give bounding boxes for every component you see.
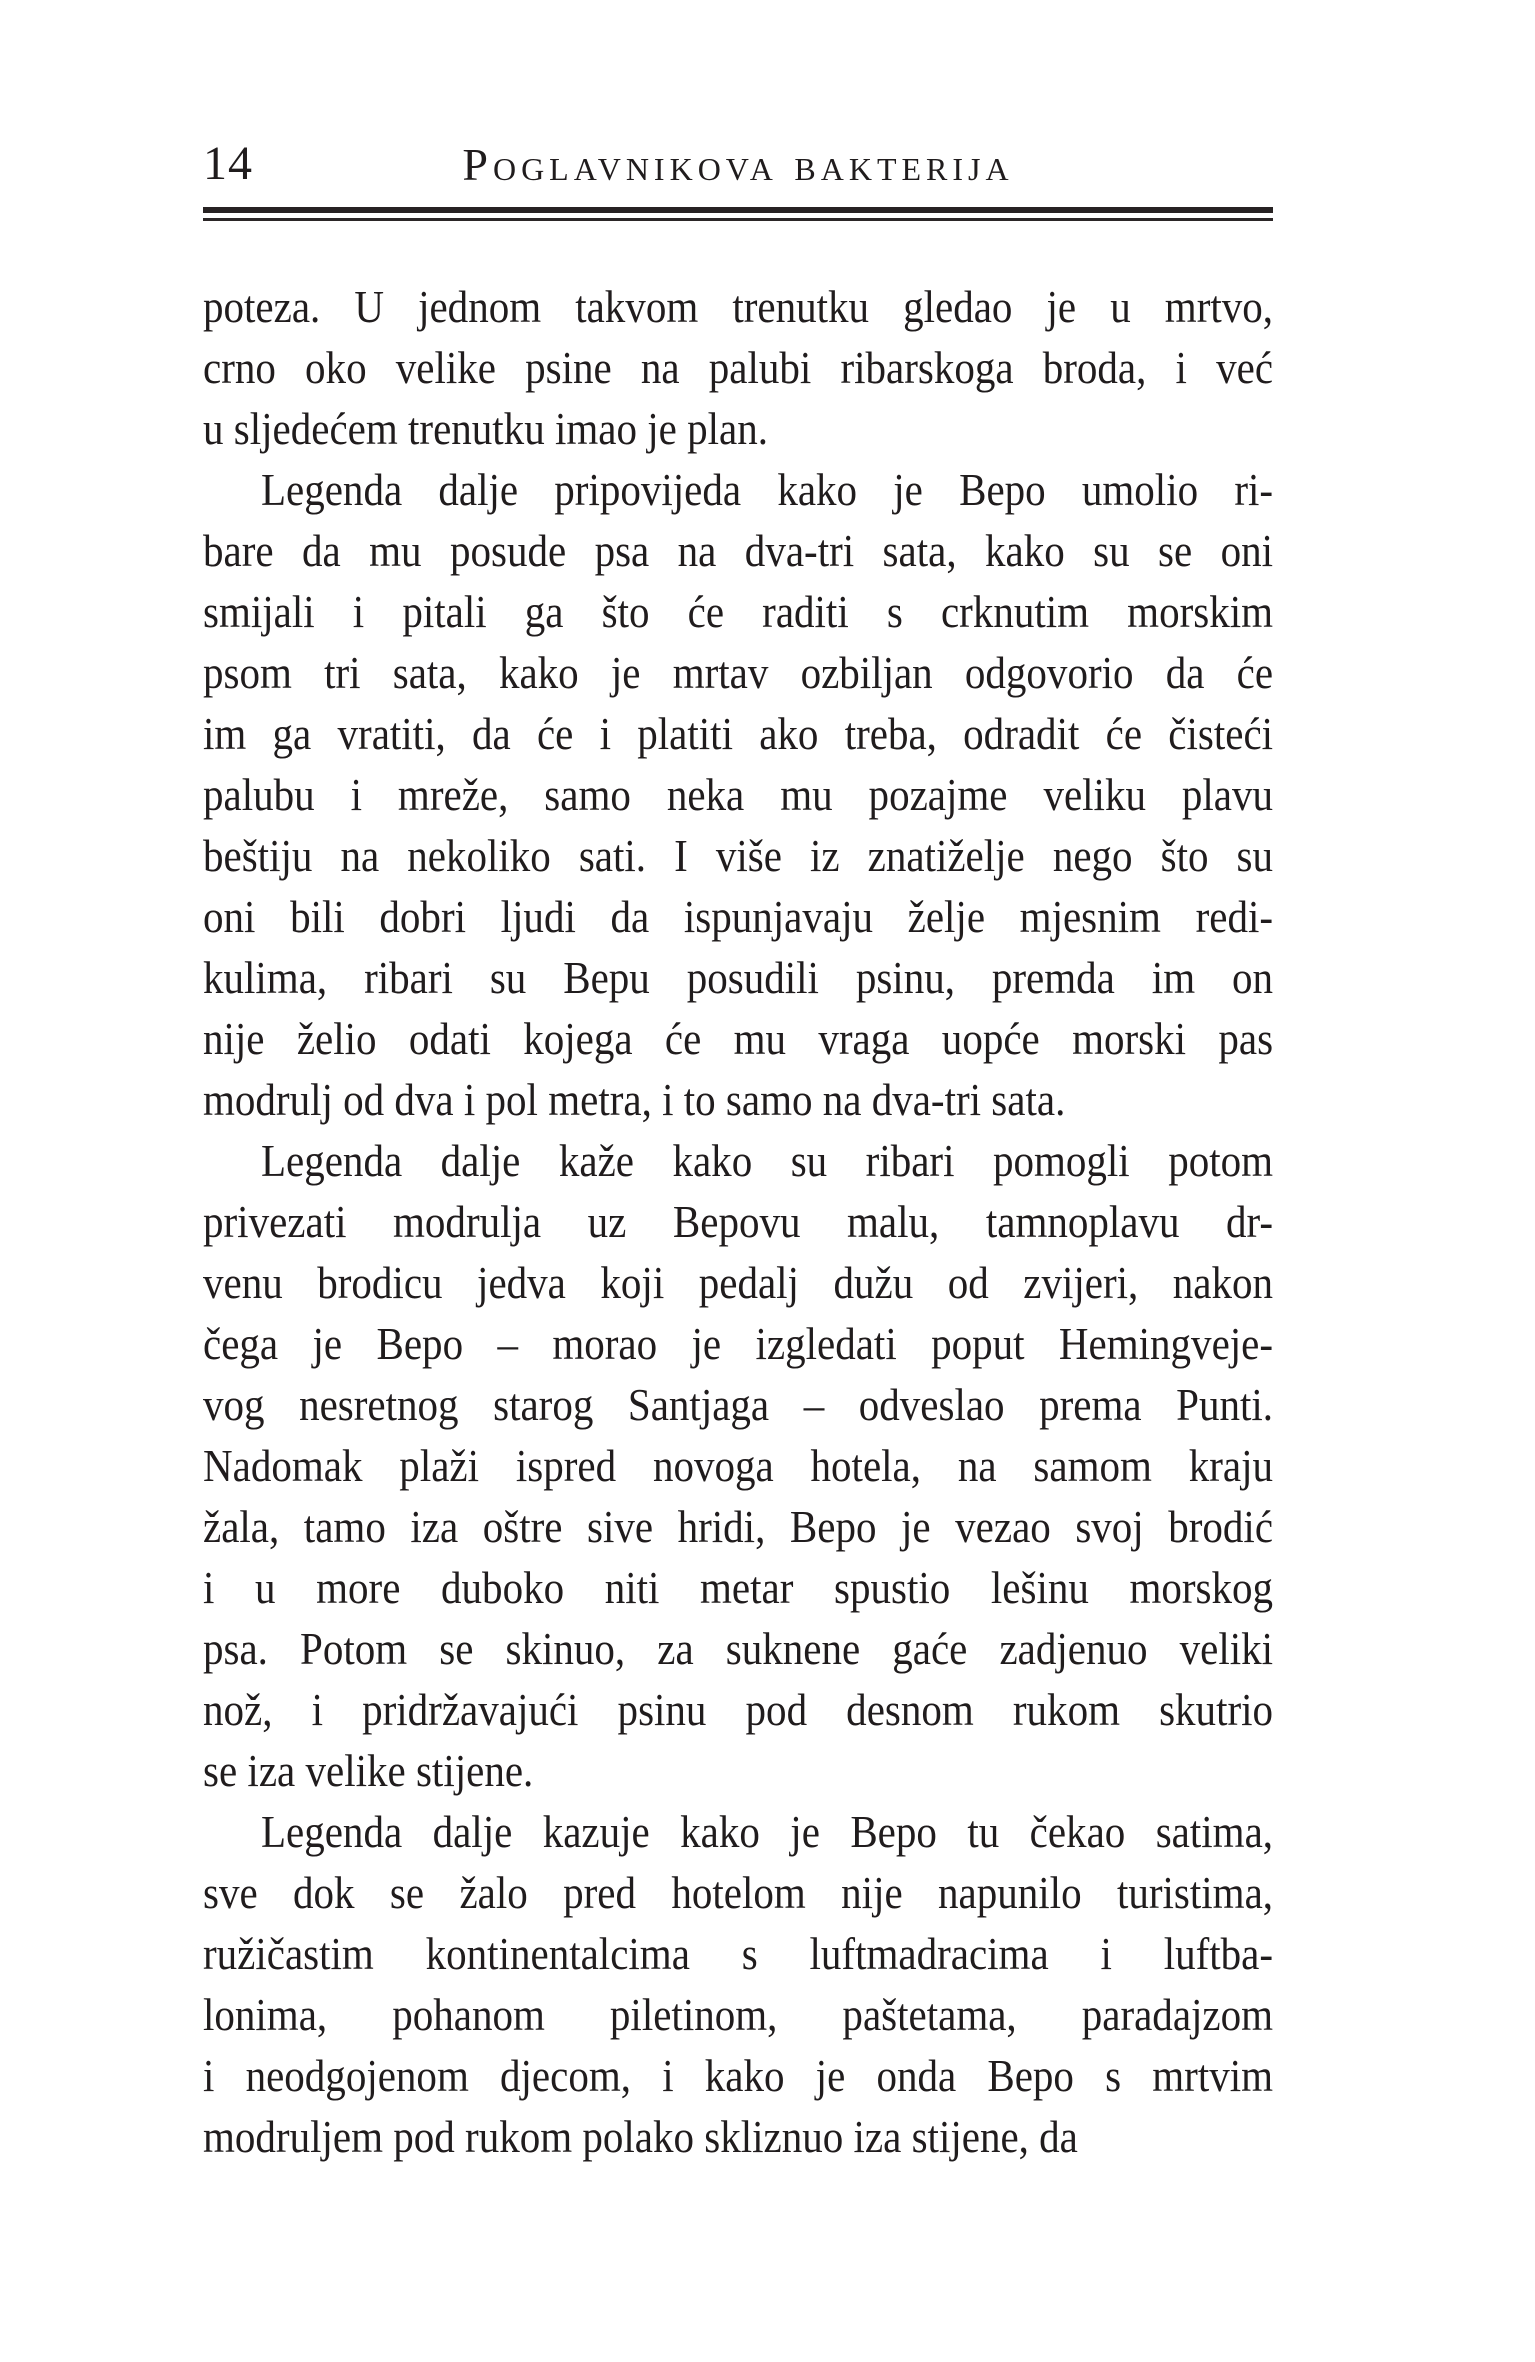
text-line: kulima, ribari su Bepu posudili psinu, premda im on [203,952,1274,1003]
text-line: i neodgojenom djecom, i kako je onda Bepo s mrtvim [203,2050,1274,2101]
text-line: Legenda dalje pripovijeda kako je Bepo umolio ri- [260,464,1274,515]
text-line: beštiju na nekoliko sati. I više iz znatiželje nego što su [203,830,1274,881]
text-line: venu brodicu jedva koji pedalj dužu od zvijeri, nakon [203,1257,1274,1308]
text-line: im ga vratiti, da će i platiti ako treba, odradit će čisteći [203,708,1274,759]
text-line: u sljedećem trenutku imao je plan. [203,403,768,454]
text-line: psa. Potom se skinuo, za suknene gaće zadjenuo veliki [203,1623,1274,1674]
text-line: privezati modrulja uz Bepovu malu, tamnoplavu dr- [203,1196,1274,1247]
text-line: smijali i pitali ga što će raditi s crknutim morskim [203,586,1274,637]
page-number: 14 [203,137,253,190]
text-line: crno oko velike psine na palubi ribarskoga broda, i već [203,342,1274,393]
text-line: i u more duboko niti metar spustio lešinu morskog [203,1562,1274,1613]
text-line: oni bili dobri ljudi da ispunjavaju želje mjesnim redi- [203,891,1274,942]
header-rule-thick [203,207,1273,213]
text-block [203,276,1273,2167]
text-line: Legenda dalje kaže kako su ribari pomogli potom [260,1135,1274,1186]
paragraph [203,1130,1273,1801]
running-title: Poglavnikova bakterija [462,139,1014,190]
paragraph [203,276,1273,459]
text-line: se iza velike stijene. [203,1745,534,1796]
text-line: sve dok se žalo pred hotelom nije napunilo turistima, [203,1867,1274,1918]
text-line: modrulj od dva i pol metra, i to samo na dva-tri sata. [203,1074,1066,1125]
text-line: psom tri sata, kako je mrtav ozbiljan odgovorio da će [203,647,1274,698]
header-rule-thin [203,218,1273,221]
running-header [203,0,1273,230]
text-line: vog nesretnog starog Santjaga – odveslao prema Punti. [203,1379,1274,1430]
text-line: ružičastim kontinentalcima s luftmadracima i luftba- [203,1928,1274,1979]
text-line: čega je Bepo – morao je izgledati poput Hemingveje- [203,1318,1274,1369]
text-line: palubu i mreže, samo neka mu pozajme veliku plavu [203,769,1274,820]
paragraph [203,1801,1273,2167]
text-line: žala, tamo iza oštre sive hridi, Bepo je vezao svoj brodić [203,1501,1274,1552]
paragraph [203,459,1273,1130]
text-line: bare da mu posude psa na dva-tri sata, kako su se oni [203,525,1274,576]
text-line: nije želio odati kojega će mu vraga uopće morski pas [203,1013,1274,1064]
text-line: lonima, pohanom piletinom, paštetama, paradajzom [203,1989,1274,2040]
text-line: modruljem pod rukom polako skliznuo iza stijene, da [203,2111,1078,2162]
text-line: Nadomak plaži ispred novoga hotela, na samom kraju [203,1440,1274,1491]
text-line: Legenda dalje kazuje kako je Bepo tu čekao satima, [260,1806,1274,1857]
text-line: poteza. U jednom takvom trenutku gledao je u mrtvo, [203,281,1274,332]
text-line: nož, i pridržavajući psinu pod desnom rukom skutrio [203,1684,1274,1735]
